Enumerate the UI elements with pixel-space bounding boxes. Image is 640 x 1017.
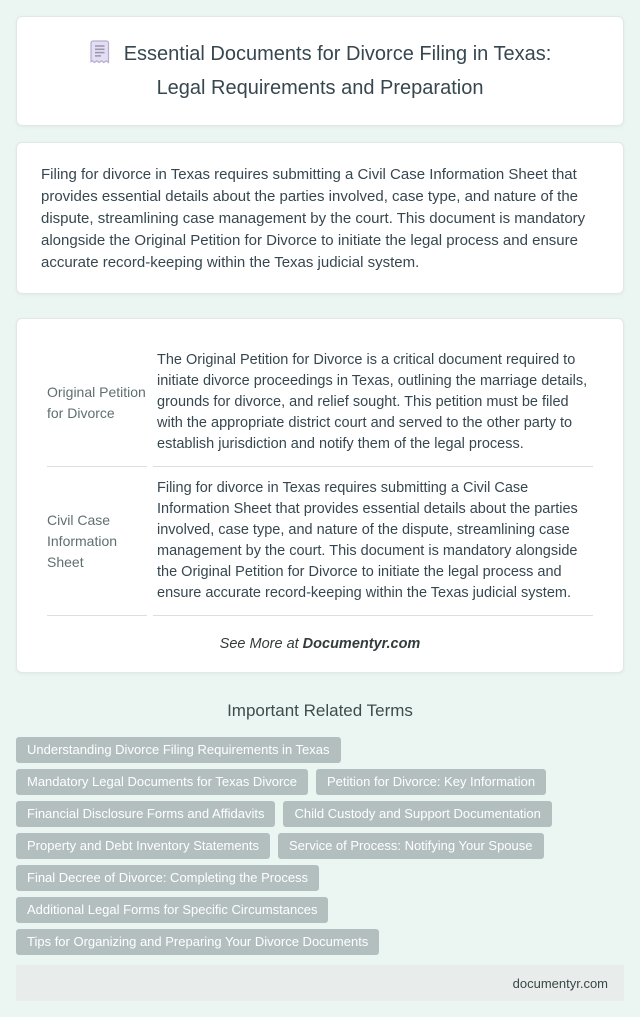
footer-site-link[interactable]: documentyr.com	[512, 975, 608, 991]
page-title-text: Essential Documents for Divorce Filing in Texas: Legal Requirements and Preparation	[123, 43, 552, 99]
footer-bar	[16, 965, 624, 1001]
related-terms-list	[16, 737, 624, 955]
see-more-line	[41, 636, 599, 652]
document-description: Filing for divorce in Texas requires submitting a Civil Case Information Sheet that provides essential details about the parties involved, case type, and nature of the dispute, streamlining case management by the court. This document is mandatory alongside the Original Petition for Divorce to initiate the legal process and ensure accurate record-keeping within the Texas judicial system.	[153, 467, 593, 616]
related-term-tag[interactable]: Mandatory Legal Documents for Texas Divorce	[16, 769, 308, 795]
related-terms-heading: Important Related Terms	[227, 701, 413, 720]
receipt-icon	[89, 40, 110, 73]
related-term-tag[interactable]: Final Decree of Divorce: Completing the Process	[16, 865, 319, 891]
related-term-tag[interactable]: Financial Disclosure Forms and Affidavits	[16, 801, 275, 827]
table-row	[47, 339, 593, 467]
intro-paragraph: Filing for divorce in Texas requires submitting a Civil Case Information Sheet that provides essential details about the parties involved, case type, and nature of the dispute, streamlining case management by the court. This document is mandatory alongside the Original Petition for Divorce to initiate the legal process and ensure accurate record-keeping within the Texas judicial system.	[41, 166, 586, 271]
related-term-tag[interactable]: Understanding Divorce Filing Requirements in Texas	[16, 737, 341, 763]
document-term: Civil Case Information Sheet	[47, 467, 147, 616]
related-term-tag[interactable]: Petition for Divorce: Key Information	[316, 769, 546, 795]
documents-card	[16, 318, 624, 673]
document-term: Original Petition for Divorce	[47, 339, 147, 467]
page-title	[81, 39, 559, 103]
see-more-site-link[interactable]: Documentyr.com	[302, 636, 421, 652]
see-more-prefix: See More at	[219, 636, 299, 652]
related-term-tag[interactable]: Additional Legal Forms for Specific Circumstances	[16, 897, 328, 923]
intro-card	[16, 142, 624, 294]
related-term-tag[interactable]: Child Custody and Support Documentation	[283, 801, 551, 827]
documents-table	[41, 339, 599, 616]
related-term-tag[interactable]: Tips for Organizing and Preparing Your Divorce Documents	[16, 929, 379, 955]
table-row	[47, 467, 593, 616]
document-description: The Original Petition for Divorce is a critical document required to initiate divorce proceedings in Texas, outlining the marriage details, grounds for divorce, and relief sought. This petition must be filed with the appropriate district court and served to the other party to establish jurisdiction and notify them of the legal process.	[153, 339, 593, 467]
related-term-tag[interactable]: Property and Debt Inventory Statements	[16, 833, 270, 859]
related-term-tag[interactable]: Service of Process: Notifying Your Spouse	[278, 833, 544, 859]
title-card	[16, 16, 624, 126]
